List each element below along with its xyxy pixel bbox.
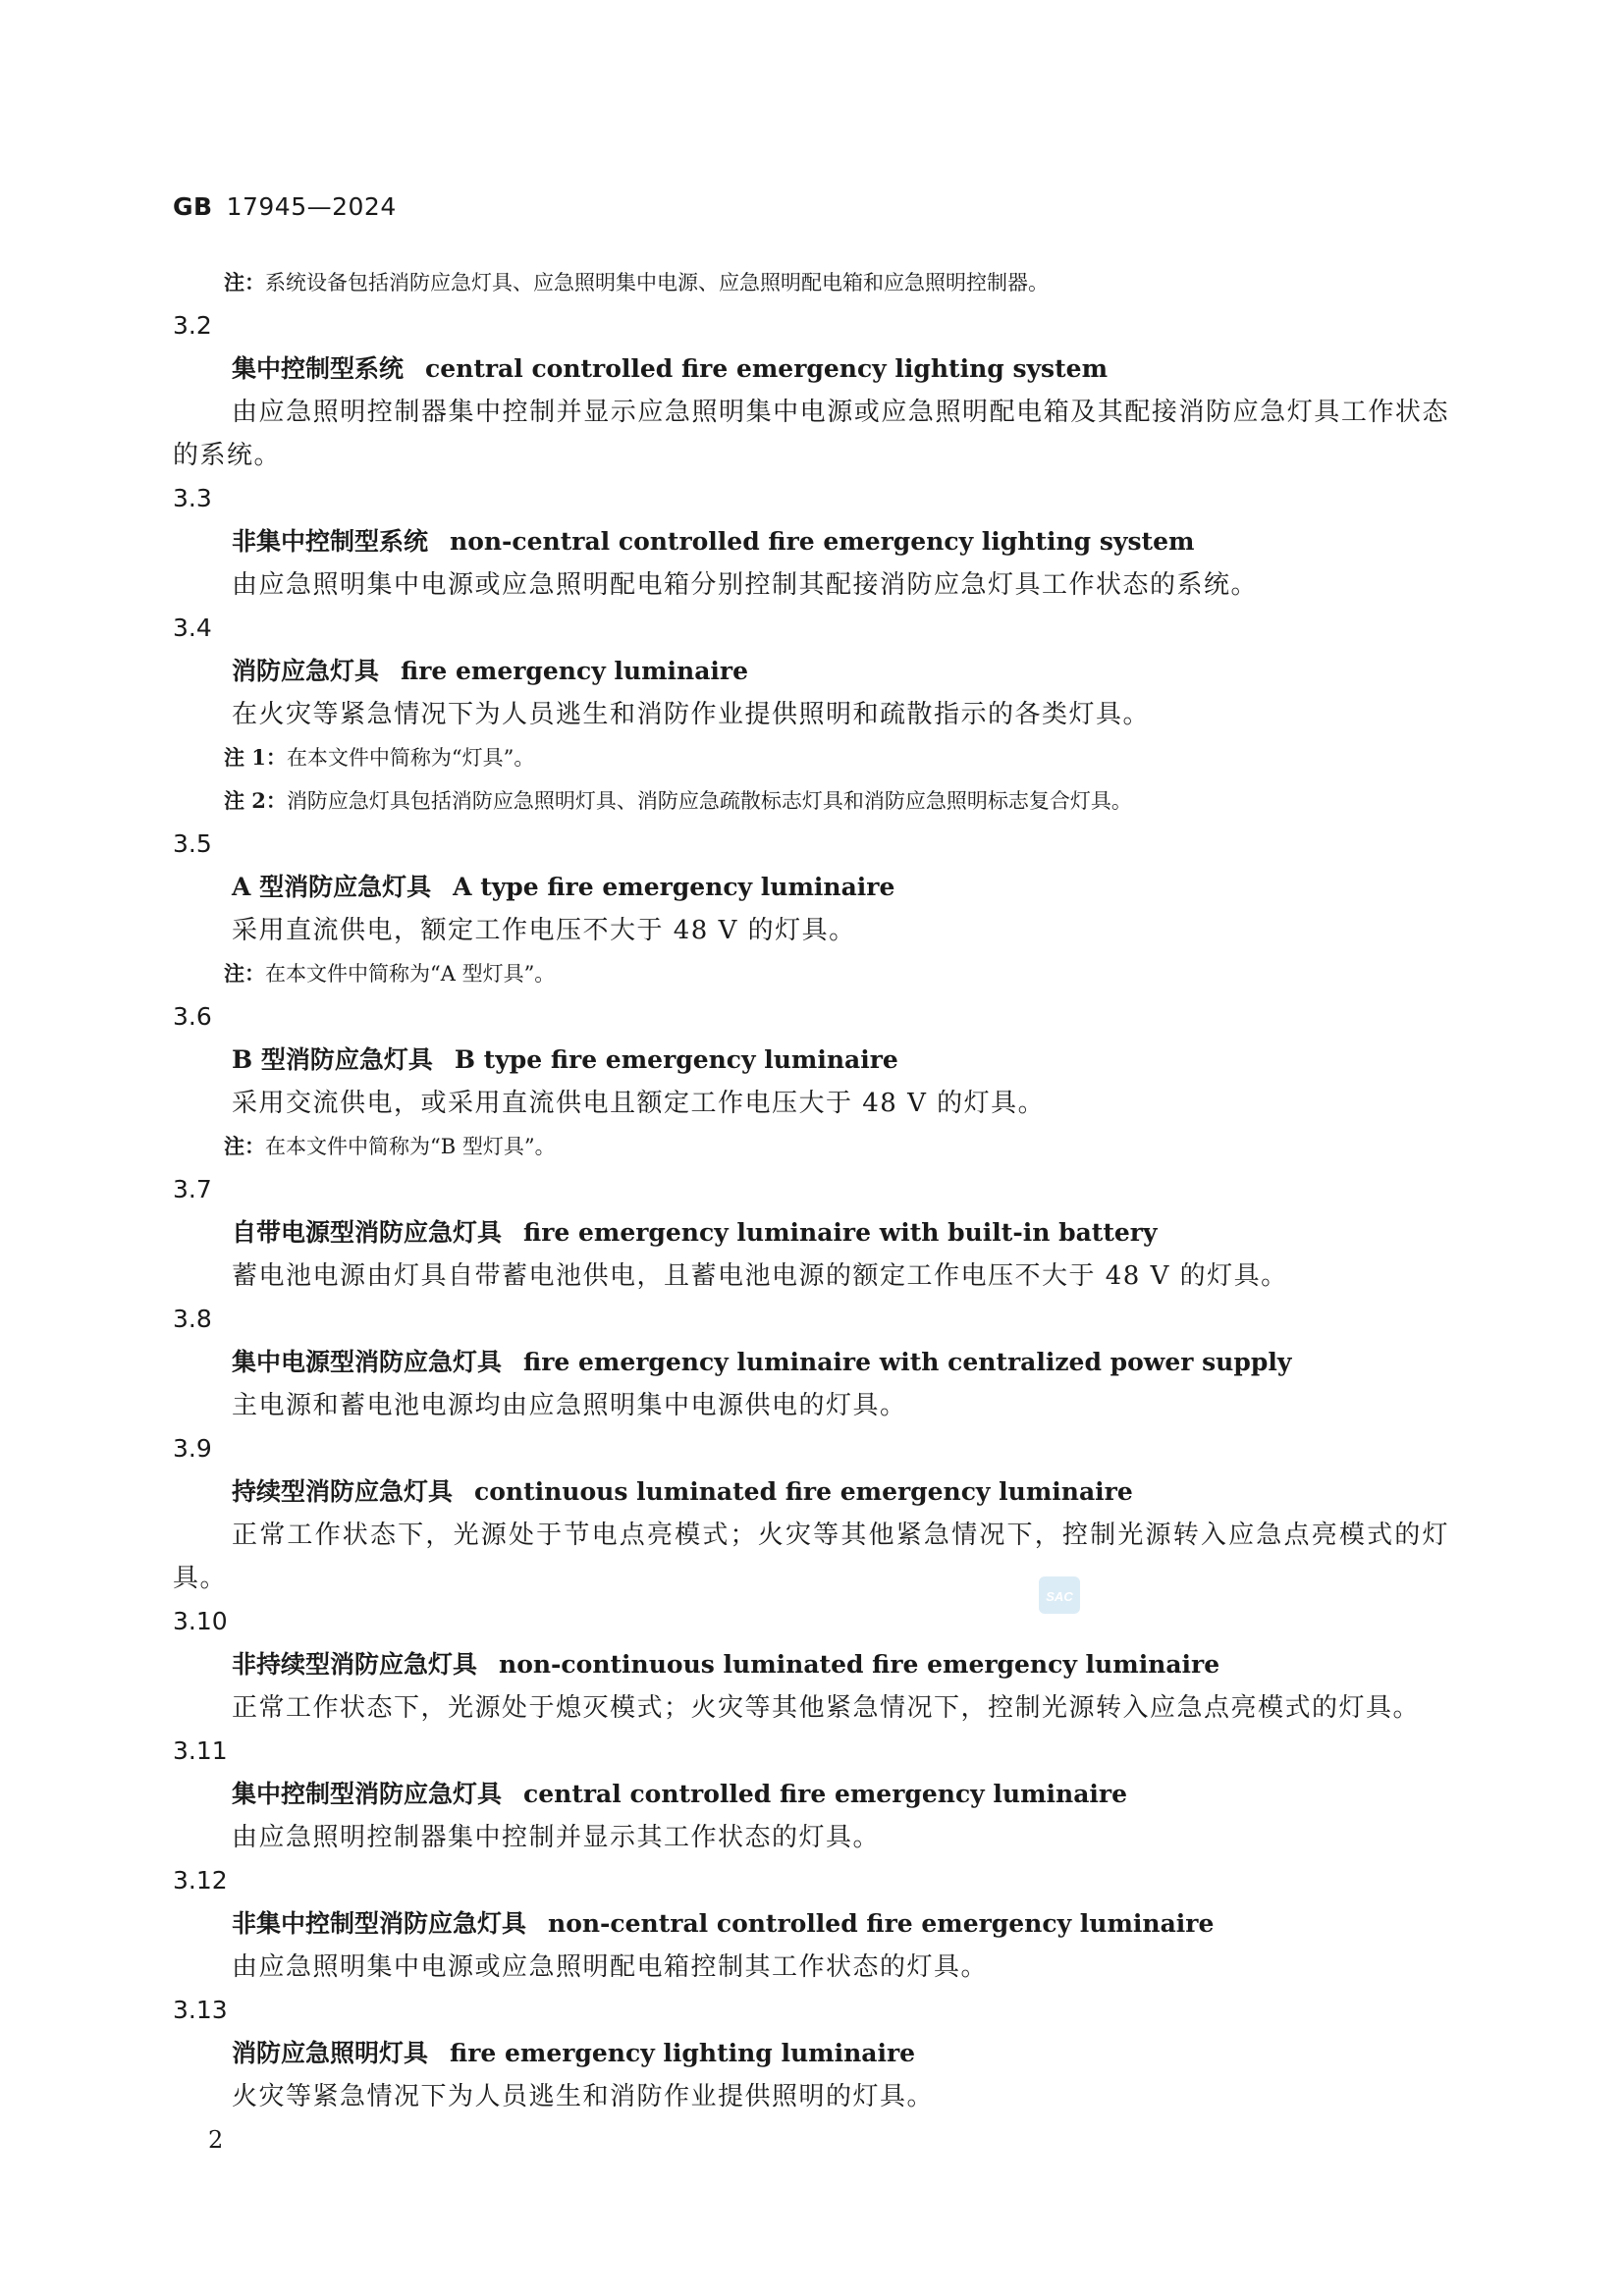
term-en: B type fire emergency luminaire (454, 1045, 898, 1074)
term-en: non-central controlled fire emergency lighting system (450, 527, 1195, 556)
entry-definition: 由应急照明集中电源或应急照明配电箱控制其工作状态的灯具。 (232, 1952, 989, 1982)
term-en: fire emergency luminaire (401, 657, 748, 685)
entry-number: 3.9 (173, 1434, 212, 1463)
term-en: non-continuous luminated fire emergency luminaire (499, 1650, 1220, 1679)
entry-number: 3.3 (173, 484, 212, 512)
entry-3-3 (173, 477, 1449, 607)
term-cn: B 型消防应急灯具 (232, 1045, 433, 1074)
entry-number: 3.13 (173, 1996, 228, 2024)
note-label: 注 2： (224, 788, 287, 813)
entry-definition: 正常工作状态下，光源处于节电点亮模式；火灾等其他紧急情况下，控制光源转入应急点亮模式的灯具。 (173, 1521, 1449, 1593)
note-label: 注： (224, 961, 265, 986)
definitions-section (173, 261, 1449, 2118)
note-text: 消防应急灯具包括消防应急照明灯具、消防应急疏散标志灯具和消防应急照明标志复合灯具。 (286, 789, 1132, 813)
term-en: continuous luminated fire emergency luminaire (474, 1477, 1133, 1506)
term-cn: 集中控制型系统 (232, 354, 405, 383)
entry-note (173, 736, 1449, 779)
term-cn: 消防应急灯具 (232, 657, 380, 685)
note-text: 系统设备包括消防应急灯具、应急照明集中电源、应急照明配电箱和应急照明控制器。 (265, 271, 1049, 294)
entry-note (173, 779, 1449, 823)
entry-term (173, 1643, 1449, 1686)
term-cn: 集中控制型消防应急灯具 (232, 1780, 503, 1808)
note-text: 在本文件中简称为“A 型灯具”。 (265, 962, 556, 986)
term-en: fire emergency luminaire with centralized power supply (523, 1348, 1292, 1376)
page-number: 2 (208, 2126, 224, 2154)
entry-3-4 (173, 607, 1449, 823)
entry-number: 3.6 (173, 1002, 212, 1031)
entry-definition: 火灾等紧急情况下为人员逃生和消防作业提供照明的灯具。 (232, 2082, 935, 2111)
term-en: fire emergency lighting luminaire (450, 2039, 916, 2067)
entry-term (173, 650, 1449, 693)
entry-definition: 由应急照明控制器集中控制并显示应急照明集中电源或应急照明配电箱及其配接消防应急灯具工作状态的系统。 (173, 398, 1449, 470)
entry-term (173, 347, 1449, 391)
entry-3-2 (173, 304, 1449, 477)
term-cn: 非持续型消防应急灯具 (232, 1650, 478, 1679)
entry-number: 3.7 (173, 1175, 212, 1203)
intro-note (173, 261, 1449, 304)
entry-term (173, 1211, 1449, 1255)
standard-prefix: GB (173, 192, 213, 221)
term-en: central controlled fire emergency lighting system (425, 354, 1109, 383)
term-cn: 集中电源型消防应急灯具 (232, 1348, 503, 1376)
entry-3-5 (173, 823, 1449, 995)
entry-3-9 (173, 1427, 1449, 1600)
entry-term (173, 1902, 1449, 1946)
note-text: 在本文件中简称为“B 型灯具”。 (265, 1135, 556, 1158)
entry-term (173, 866, 1449, 909)
entry-definition: 采用交流供电，或采用直流供电且额定工作电压大于 48 V 的灯具。 (232, 1089, 1046, 1118)
entry-definition: 主电源和蓄电池电源均由应急照明集中电源供电的灯具。 (232, 1391, 907, 1420)
term-cn: 非集中控制型消防应急灯具 (232, 1909, 527, 1938)
entry-definition: 采用直流供电，额定工作电压不大于 48 V 的灯具。 (232, 916, 856, 945)
entry-definition: 正常工作状态下，光源处于熄灭模式；火灾等其他紧急情况下，控制光源转入应急点亮模式的灯具。 (232, 1693, 1421, 1723)
entry-term (173, 520, 1449, 563)
term-cn: 持续型消防应急灯具 (232, 1477, 454, 1506)
term-en: A type fire emergency luminaire (453, 873, 895, 901)
term-cn: A 型消防应急灯具 (232, 873, 432, 901)
term-cn: 自带电源型消防应急灯具 (232, 1218, 503, 1247)
note-label: 注： (224, 1134, 265, 1158)
sac-watermark-icon (1039, 1576, 1080, 1614)
entry-number: 3.2 (173, 311, 212, 340)
entry-number: 3.5 (173, 829, 212, 858)
term-cn: 非集中控制型系统 (232, 527, 429, 556)
entry-definition: 由应急照明集中电源或应急照明配电箱分别控制其配接消防应急灯具工作状态的系统。 (232, 570, 1259, 600)
term-cn: 消防应急照明灯具 (232, 2039, 429, 2067)
entry-term (173, 1039, 1449, 1082)
entry-number: 3.11 (173, 1736, 228, 1765)
entry-number: 3.4 (173, 614, 212, 642)
note-text: 在本文件中简称为“灯具”。 (286, 746, 535, 770)
document-header (173, 192, 397, 221)
entry-term (173, 2032, 1449, 2075)
entry-number: 3.10 (173, 1607, 228, 1635)
entry-definition: 蓄电池电源由灯具自带蓄电池供电，且蓄电池电源的额定工作电压不大于 48 V 的灯具。 (232, 1261, 1288, 1291)
entry-definition: 在火灾等紧急情况下为人员逃生和消防作业提供照明和疏散指示的各类灯具。 (232, 700, 1151, 729)
entry-3-7 (173, 1168, 1449, 1298)
entry-number: 3.8 (173, 1305, 212, 1333)
entry-note (173, 952, 1449, 995)
entry-term (173, 1341, 1449, 1384)
entry-3-10 (173, 1600, 1449, 1730)
entry-3-6 (173, 995, 1449, 1168)
entry-3-11 (173, 1730, 1449, 1859)
entry-number: 3.12 (173, 1866, 228, 1895)
note-label: 注 1： (224, 745, 287, 770)
standard-number: 17945—2024 (226, 192, 397, 221)
term-en: fire emergency luminaire with built-in battery (523, 1218, 1158, 1247)
entry-term (173, 1773, 1449, 1816)
entry-note (173, 1125, 1449, 1168)
entry-3-12 (173, 1859, 1449, 1989)
entry-term (173, 1470, 1449, 1514)
term-en: central controlled fire emergency luminaire (523, 1780, 1127, 1808)
watermark-text: SAC (1046, 1589, 1073, 1604)
entry-definition: 由应急照明控制器集中控制并显示其工作状态的灯具。 (232, 1823, 881, 1852)
note-label: 注： (224, 270, 265, 294)
term-en: non-central controlled fire emergency luminaire (548, 1909, 1215, 1938)
entry-3-13 (173, 1989, 1449, 2118)
entry-3-8 (173, 1298, 1449, 1427)
